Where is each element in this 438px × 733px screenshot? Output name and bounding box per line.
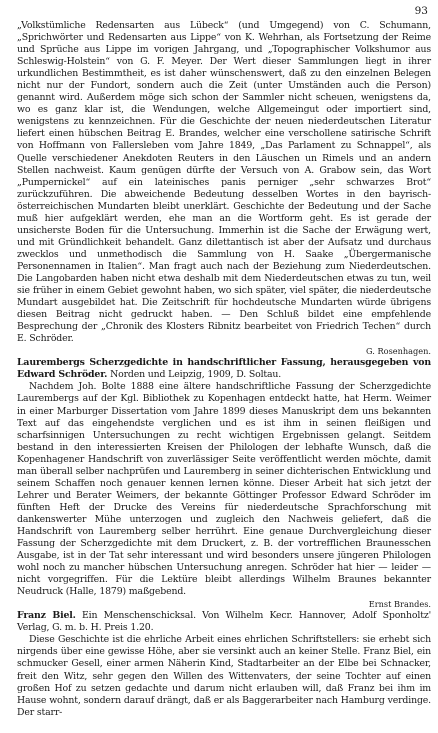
- lauremberg-imprint: Norden und Leipzig, 1909, D. Soltau.: [110, 369, 282, 381]
- review-lubeck-text: „Volkstümliche Redensarten aus Lübeck“ (und Umgegend) von C. Schumann, „Sprichwörter und Redensarten aus Lippe“ von K. Wehrhan, als Fortsetzung der Reime und Sprüche aus Lippe im vorigen Jahrgang, und „Topographischer Volkshumor aus Schleswig-Holstein“ von G. F. Meyer. Der Wert dieser Sammlungen liegt in ihrer urkundlichen Bestimmtheit, es ist daher wünschenswert, daß zu den einzelnen Belegen nicht nur der Fundort, sondern auch die Zeit (unter Umständen auch die Person) genannt wird. Außerdem möge sich schon der Sammler nicht scheuen, wenigstens da, wo es ganz klar ist, die Wendungen, welche Allgemeingut oder importiert sind, wenigstens zu kennzeichnen. Für die Geschichte der neuen niederdeutschen Literatur liefert einen hübschen Beitrag E. Brandes, welcher eine verschollene satirische Schrift von Hoffmann von Fallersleben vom Jahre 1849, „Das Parlament zu Schnappel“, als Quelle verschiedener Anekdoten Reuters in den Läuschen un Rimels und an andern Stellen nachweist. Kaum genügen dürfte der Versuch von A. Grabow sein, das Wort „Pumpernickel“ auf ein lateinisches panis perniger „sehr schwarzes Brot“ zurückzuführen. Die abweichende Bedeutung desselben Wortes in den bayrisch-österreichischen Mundarten bleibt unerklärt. Geschichte der Bedeutung und der Sache muß hier aufgeklärt werden, ehe man an die Wortform geht. Es ist gerade der unsicherste Boden für die Untersuchung. Immerhin ist die Sache der Erwägung wert, und mit Gründlichkeit behandelt. Ganz dilettantisch ist aber der Aufsatz und durchaus zwecklos und unmethodisch die Sammlung von H. Saake „Übergermanische Personennamen in Italien“. Man fragt auch nach der Beziehung zum Niederdeutschen. Die Langobarden haben nicht etwa deshalb mit dem Niederdeutschen etwas zu tun, weil sie früher in einem Gebiet gewohnt haben, wo sich später, viel später, die niederdeutsche Mundart ausgebildet hat. Die Zeitschrift für hochdeutsche Mundarten würde übrigens diesen Beitrag nicht gedruckt haben. — Den Schluß bildet eine empfehlende Besprechung der „Chronik des Klosters Ribnitz bearbeitet von Friedrich Techen“ durch E. Schröder.: [17, 20, 431, 345]
- signature-brandes: Ernst Brandes.: [368, 599, 431, 610]
- franz-biel-title: Franz Biel.: [17, 610, 76, 622]
- page-number: 93: [414, 5, 428, 17]
- review-franz-biel-heading: [17, 610, 431, 634]
- page-body: [17, 20, 431, 719]
- review-lubeck-sprichwoerter: [17, 20, 431, 357]
- review-franz-biel-body: [17, 634, 431, 718]
- lauremberg-text: Nachdem Joh. Bolte 1888 eine ältere handschriftliche Fassung der Scherzgedichte Laurembergs auf der Kgl. Bibliothek zu Kopenhagen entdeckt hatte, hat Herm. Weimer in einer Marburger Dissertation vom Jahre 1899 dieses Manuskript dem uns bekannten Text auf das eingehendste verglichen und es ist ihm in seinen fleißigen und scharfsinnigen Untersuchungen zu recht wichtigen Ergebnissen gelangt. Seitdem bestand in den interessierten Kreisen der Philologen der lebhafte Wunsch, daß die Kopenhagener Handschrift von zuverlässiger Seite veröffentlicht werden möchte, damit man überall selber nachprüfen und Lauremberg in seiner dichterischen Entwicklung und seinem Schaffen noch genauer kennen lernen könne. Dieser Arbeit hat sich jetzt der Lehrer und Berater Weimers, der bekannte Göttinger Professor Edward Schröder im fünften Heft der Drucke des Vereins für niederdeutsche Sprachforschung mit dankenswerter Mühe unterzogen und zugleich den Nachweis geliefert, daß die Handschrift von Lauremberg selber herrührt. Eine genaue Durchvergleichung dieser Fassung der Scherzgedichte mit dem Druckert, z. B. der vortrefflichen Braunesschen Ausgabe, ist in der Tat sehr interessant und wird besonders unsere jüngeren Philologen wohl noch zu mancher hübschen Untersuchung anregen. Schröder hat hier — leider — nicht vorgegriffen. Für die Lektüre bleibt allerdings Wilhelm Braunes bekannter Neudruck (Halle, 1879) maßgebend.: [17, 381, 431, 598]
- review-lauremberg-body: [17, 381, 431, 610]
- franz-biel-text: Diese Geschichte ist die ehrliche Arbeit eines ehrlichen Schriftstellers: sie erhebt sich nirgends über eine gewisse Höhe, aber sie versinkt auch an keiner Stelle. Franz Biel, ein schmucker Gesell, einer armen Näherin Kind, Stadtarbeiter an der Elbe bei Schnacker, freit den Witz, sehr gegen den Willen des Wittenvaters, der seine Tochter auf einen großen Hof zu setzen gedachte und darum nicht erlauben will, daß Franz bei ihm im Hause wohnt, sondern darauf drängt, daß er als Baggerarbeiter nach Hamburg verdinge. Der starr-: [17, 634, 431, 718]
- lauremberg-title: Laurembergs Scherzgedichte in handschriftlicher Fassung, herausgegeben von Edward Schröder.: [17, 357, 431, 381]
- franz-biel-subtitle: Ein Menschenschicksal. Von Wilhelm Kecr. Hannover, Adolf Sponholtz' Verlag, G. m. b. H. Preis 1.20.: [17, 610, 432, 634]
- signature-rosenhagen: G. Rosenhagen.: [366, 346, 431, 357]
- review-lauremberg-heading: [17, 357, 431, 381]
